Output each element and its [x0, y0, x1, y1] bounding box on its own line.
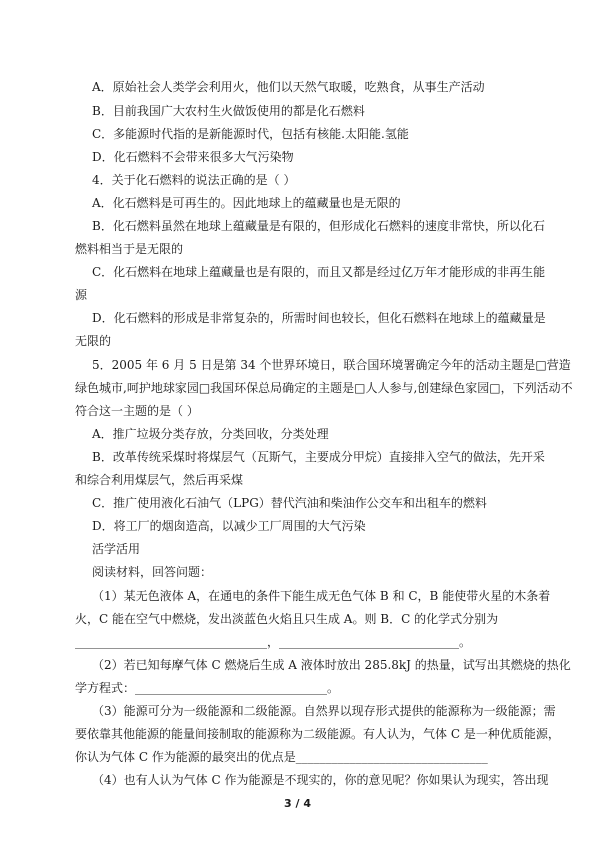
part-3-cont-1: 要依靠其他能源的能量间接制取的能源称为二级能源。有人认为，气体 C 是一种优质能源，	[75, 727, 560, 741]
option-a-q4: A．化石燃料是可再生的。因此地球上的蕴藏量也是无限的	[92, 196, 401, 210]
option-b-q5: B．改革传统采煤时将煤层气（瓦斯气，主要成分甲烷）直接排入空气的做法，先开采	[92, 450, 545, 464]
part-2-cont: 学方程式：________________________________。	[75, 681, 340, 695]
question-4: 4．关于化石燃料的说法正确的是（ ）	[92, 173, 296, 187]
question-5-cont-2: 符合这一主题的是（ ）	[75, 404, 199, 418]
part-3-cont-2: 你认为气体 C 作为能源的最突出的优点是________________________________	[75, 750, 488, 764]
option-c-q3: C．多能源时代指的是新能源时代，包括有核能.太阳能.氢能	[92, 127, 409, 141]
option-d-q5: D．将工厂的烟囱造高，以减少工厂周围的大气污染	[92, 519, 366, 533]
option-b-q4: B．化石燃料虽然在地球上蕴藏量是有限的，但形成化石燃料的速度非常快，所以化石	[92, 219, 545, 233]
option-b-q4-cont: 燃料相当于是无限的	[75, 242, 184, 256]
part-1-blanks: ________________________________，______________________________。	[75, 635, 472, 649]
option-d-q4-cont: 无限的	[75, 334, 112, 348]
reading-instruction: 阅读材料，回答问题：	[92, 565, 213, 579]
page-number: 3 / 4	[284, 797, 311, 810]
option-a-q3: A．原始社会人类学会利用火，他们以天然气取暖，吃熟食，从事生产活动	[92, 80, 485, 94]
option-b-q5-cont: 和综合利用煤层气，然后再采煤	[75, 473, 244, 487]
question-5: 5．2005 年 6 月 5 日是第 34 个世界环境日，联合国环境署确定今年的活动主题是□营造	[92, 358, 571, 372]
section-heading: 活学活用	[92, 542, 141, 556]
option-c-q4: C．化石燃料在地球上蕴藏量也是有限的，而且又都是经过亿万年才能形成的非再生能	[92, 265, 546, 279]
part-1: （1）某无色液体 A，在通电的条件下能生成无色气体 B 和 C，B 能使带火星的木条着	[92, 589, 551, 603]
option-d-q4: D．化石燃料的形成是非常复杂的，所需时间也较长，但化石燃料在地球上的蕴藏量是	[92, 311, 546, 325]
option-a-q5: A．推广垃圾分类存放，分类回收，分类处理	[92, 427, 329, 441]
option-c-q4-cont: 源	[75, 288, 88, 302]
part-4: （4）也有人认为气体 C 作为能源是不现实的，你的意见呢？你如果认为现实，答出现	[92, 773, 549, 787]
option-b-q3: B．目前我国广大农村生火做饭使用的都是化石燃料	[92, 104, 365, 118]
part-3: （3）能源可分为一级能源和二级能源。自然界以现存形式提供的能源称为一级能源；需	[92, 704, 556, 718]
question-5-cont-1: 绿色城市,呵护地球家园□我国环保总局确定的主题是□人人参与,创建绿色家园□，下列活动不	[75, 381, 573, 395]
part-1-cont: 火，C 能在空气中燃烧，发出淡蓝色火焰且只生成 A。则 B．C 的化学式分别为	[75, 612, 499, 626]
part-2: （2）若已知每摩气体 C 燃烧后生成 A 液体时放出 285.8kJ 的热量，试写出其燃烧的热化	[92, 658, 571, 672]
option-c-q5: C．推广使用液化石油气（LPG）替代汽油和柴油作公交车和出租车的燃料	[92, 496, 487, 510]
option-d-q3: D．化石燃料不会带来很多大气污染物	[92, 150, 294, 164]
